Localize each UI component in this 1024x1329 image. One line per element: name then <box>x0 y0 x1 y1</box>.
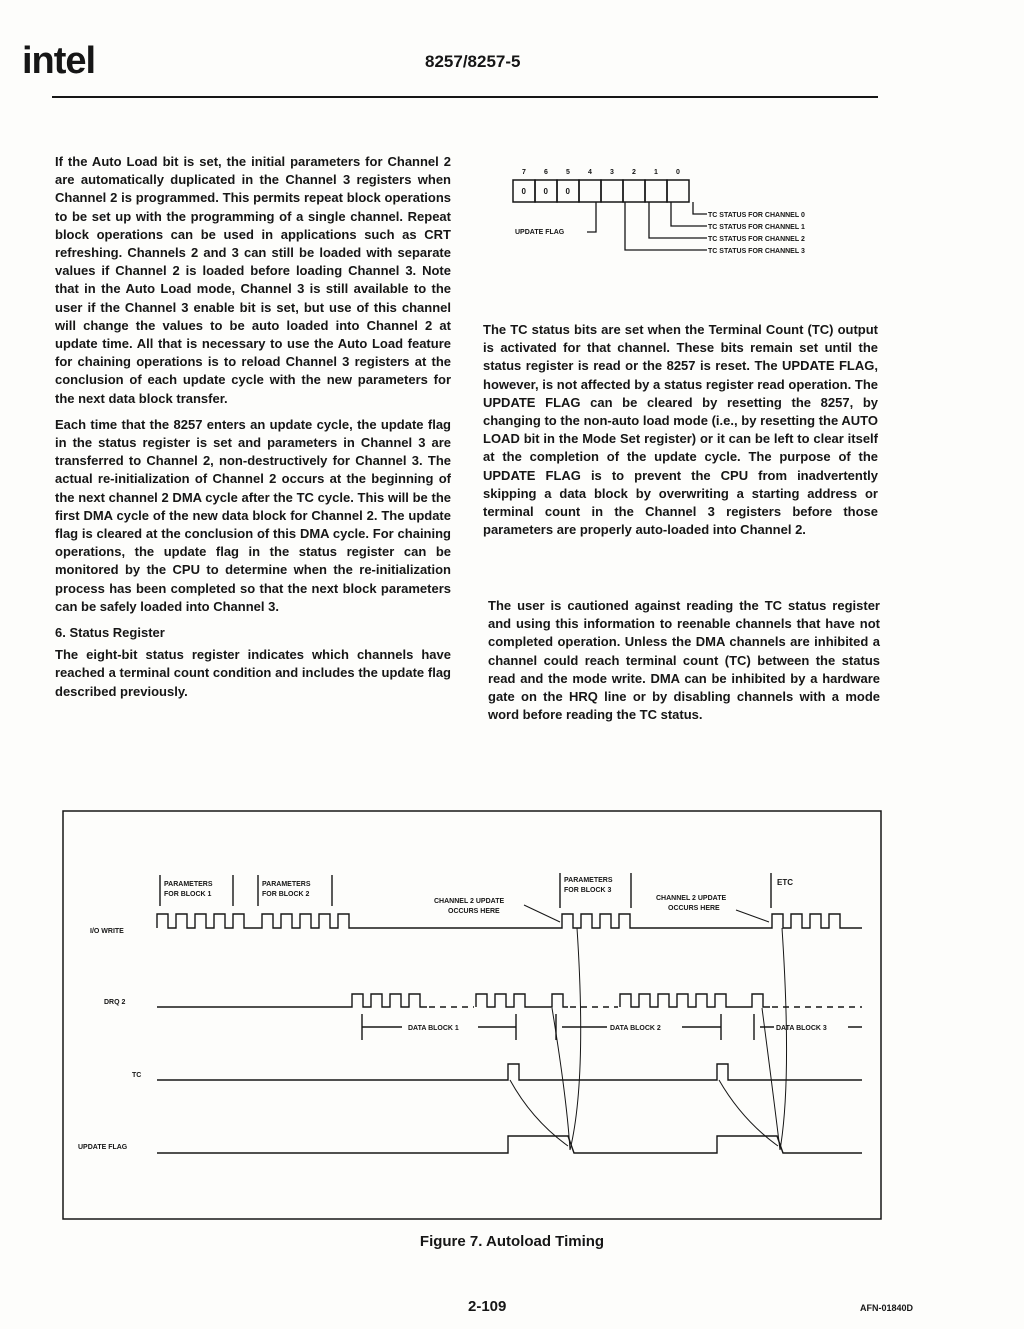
update-flag-label: UPDATE FLAG <box>515 229 565 236</box>
paragraph-caution: The user is cautioned against reading the TC status register and using this information to reenable channels that have not completed operation. Unless the DMA channels are inhibited a channel could reach terminal count (TC) between the status read and the mode write. DMA can be inhibited by a hardware gate on the HRQ line or by disabling channels with a mode word before reading the TC status. <box>488 598 880 723</box>
register-cell-bit-2 <box>623 180 645 202</box>
params-block3-line2: FOR BLOCK 3 <box>564 887 612 894</box>
signal-label-update-flag: UPDATE FLAG <box>78 1144 128 1151</box>
data-block3-label: DATA BLOCK 3 <box>776 1025 827 1032</box>
register-cell-bit-4 <box>579 180 601 202</box>
section-heading-status-register: 6. Status Register <box>55 625 165 641</box>
bit-number-2: 2 <box>632 169 636 176</box>
figure-caption: Figure 7. Autoload Timing <box>419 1233 605 1250</box>
params-block2-line2: FOR BLOCK 2 <box>262 891 310 898</box>
bit-number-4: 4 <box>588 169 592 176</box>
update2-line2: OCCURS HERE <box>668 905 720 912</box>
paragraph-status-register: The eight-bit status register indicates which channels have reached a terminal count condition and includes the update flag described previously. <box>55 647 451 699</box>
params-block1-line2: FOR BLOCK 1 <box>164 891 212 898</box>
header-rule <box>52 96 878 98</box>
bit-number-5: 5 <box>566 169 570 176</box>
right-column-bottom <box>488 597 880 732</box>
autoload-timing-diagram <box>62 810 882 1220</box>
paragraph-auto-load: If the Auto Load bit is set, the initial parameters for Channel 2 are automatically duplicated in the Channel 3 registers when Channel 2 is programmed. This permits repeat block operations to be set up with the programming of a single channel. Repeat block operations can be used in applications such as CRT refreshing. Channels 2 and 3 can still be loaded with separate values if Channel 2 is loaded before loading Channel 3. Note that in the Auto Load mode, Channel 3 is still available to the user if the Channel 3 enable bit is set, but use of this channel will change the values to be auto loaded into Channel 2 at update time. All that is necessary to use the Auto Load feature for chaining operations is to reload Channel 3 registers at the conclusion of each update cycle with the new parameters for the next data block transfer. <box>55 154 451 406</box>
register-leader-lines <box>587 202 707 250</box>
paragraph-tc-status: The TC status bits are set when the Terminal Count (TC) output is activated for that channel. These bits remain set until the status register is read or the 8257 is reset. The UPDATE FLAG, however, is not affected by a status register read operation. The UPDATE FLAG can be cleared by resetting the 8257, by changing to the non-auto load mode (i.e., by resetting the AUTO LOAD bit in the Mode Set register) or it can be left to clear itself at the completion of the update cycle. The purpose of the UPDATE FLAG is to prevent the CPU from inadvertently skipping a data block by overwriting a starting address or terminal count in the Channel 3 registers before those parameters are properly auto-loaded into Channel 2. <box>483 322 878 538</box>
bit-number-1: 1 <box>654 169 658 176</box>
etc-label: ETC <box>777 878 793 887</box>
tc-waveform <box>157 1064 862 1080</box>
params-block2-line1: PARAMETERS <box>262 881 311 888</box>
signal-label-tc: TC <box>132 1072 142 1079</box>
tc-status-ch1-label: TC STATUS FOR CHANNEL 1 <box>708 224 805 231</box>
data-block1-label: DATA BLOCK 1 <box>408 1025 459 1032</box>
signal-label-io-write: I/O WRITE <box>90 928 124 935</box>
figure-frame <box>63 811 881 1219</box>
bit-number-6: 6 <box>544 169 548 176</box>
register-cell-value-bit-7: 0 <box>521 187 526 196</box>
register-cell-bit-3 <box>601 180 623 202</box>
signal-label-drq2: DRQ 2 <box>104 999 126 1006</box>
document-code: AFN-01840D <box>860 1303 914 1313</box>
params-block3-line1: PARAMETERS <box>564 877 613 884</box>
tc-status-ch3-label: TC STATUS FOR CHANNEL 3 <box>708 248 805 255</box>
params-block1-line1: PARAMETERS <box>164 881 213 888</box>
tc-status-ch2-label: TC STATUS FOR CHANNEL 2 <box>708 236 805 243</box>
bit-number-7: 7 <box>522 169 526 176</box>
register-cell-bit-1 <box>645 180 667 202</box>
document-title: 8257/8257-5 <box>425 52 521 71</box>
register-cell-bit-0 <box>667 180 689 202</box>
page-number: 2-109 <box>468 1298 507 1315</box>
register-cells <box>513 180 689 202</box>
paragraph-update-cycle: Each time that the 8257 enters an update cycle, the update flag in the status register is set and parameters in Channel 3 are transferred to Channel 2, non-destructively for Channel 3. The actual re-initialization of Channel 2 occurs at the beginning of the next channel 2 DMA cycle after the TC cycle. This will be the first DMA cycle of the new data block for Channel 2. The update flag is cleared at the conclusion of this DMA cycle. For chaining operations, the update flag in the status register can be monitored by the CPU to determine when the re-initialization process has been completed so that the next block parameters can be safely loaded into Channel 3. <box>55 416 451 614</box>
io-write-waveform <box>157 914 862 928</box>
update1-line1: CHANNEL 2 UPDATE <box>434 898 505 905</box>
right-column-top <box>483 321 878 547</box>
bit-number-0: 0 <box>676 169 680 176</box>
register-cell-value-bit-5: 0 <box>565 187 570 196</box>
left-column <box>55 153 451 709</box>
intel-logo: intel <box>22 40 96 82</box>
bit-number-3: 3 <box>610 169 614 176</box>
drq2-waveform <box>157 994 427 1007</box>
bit-numbers <box>522 169 680 176</box>
data-block2-label: DATA BLOCK 2 <box>610 1025 661 1032</box>
register-cell-value-bit-6: 0 <box>543 187 548 196</box>
status-register-diagram <box>495 160 855 280</box>
update1-line2: OCCURS HERE <box>448 908 500 915</box>
tc-status-ch0-label: TC STATUS FOR CHANNEL 0 <box>708 212 805 219</box>
update2-line1: CHANNEL 2 UPDATE <box>656 895 727 902</box>
update-flag-waveform <box>157 1136 862 1153</box>
